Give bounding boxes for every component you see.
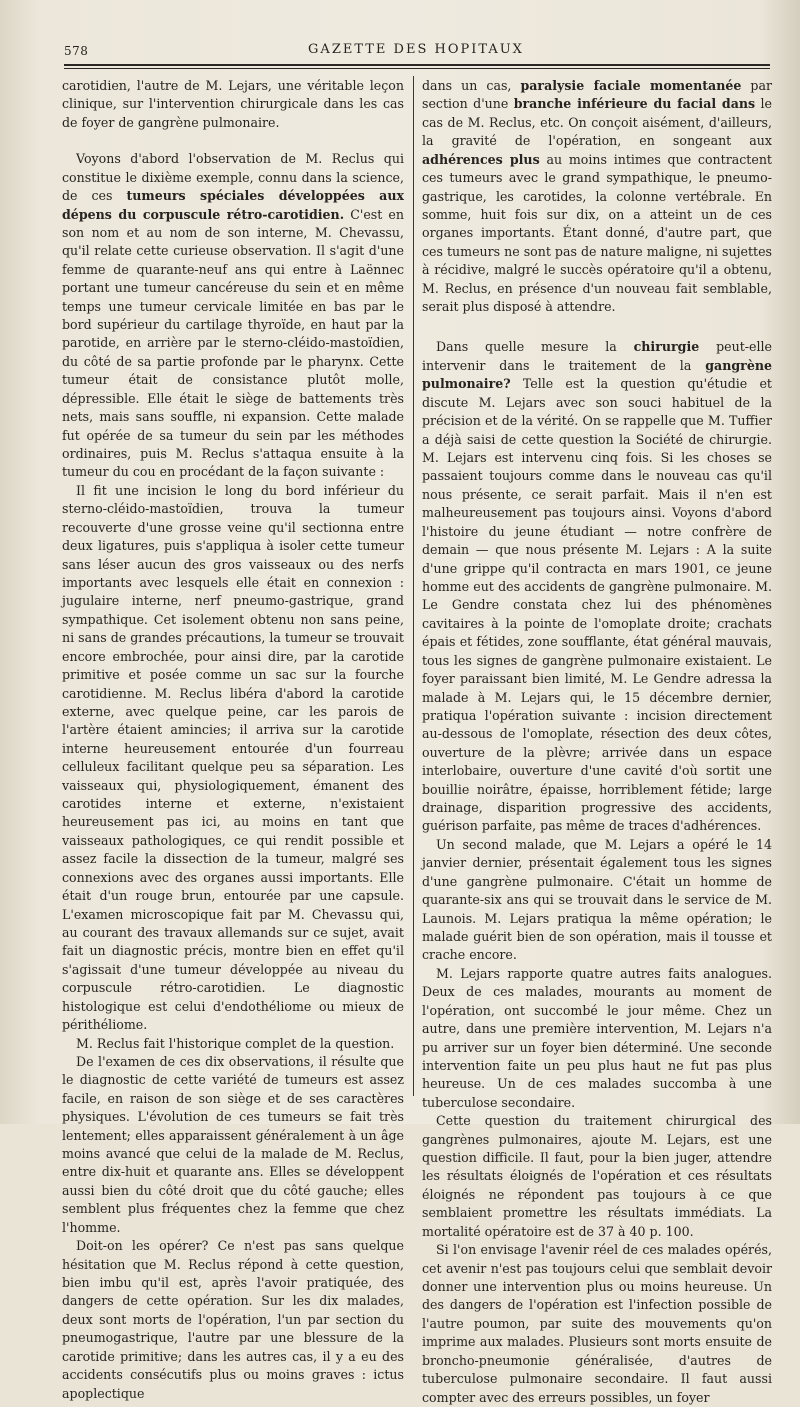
right-column bbox=[422, 77, 772, 1407]
paragraph: Un second malade, que M. Lejars a opéré le 14 janvier dernier, présentait également tous les signes d'une gangrène pulmonaire. C'était un homme de quarante-six ans qui se trouvait dans le service de M. Launois. M. Lejars pratiqua la même opération; le malade guérit bien de son opération, mais il tousse et crache encore. bbox=[422, 836, 772, 963]
paragraph: M. Lejars rapporte quatre autres faits analogues. Deux de ces malades, mourants au moment de l'opération, ont succombé le jour même. Chez un autre, dans une première intervention, M. Lejars n'a pu arriver sur un foyer bien déterminé. Une seconde intervention faite un peu plus haut ne fut pas plus heureuse. Un de ces malades succomba à une tuberculose secondaire. bbox=[422, 965, 772, 1110]
page-number: 578 bbox=[64, 44, 89, 58]
paragraph: Dans quelle mesure la chirurgie peut-elle intervenir dans le traitement de la gangrène pulmonaire? Telle est la question qu'étudie et discute M. Lejars avec son souci habituel de la précision et de la vérité. On se rappelle que M. Tuffier a déjà saisi de cette question la Société de chirurgie. M. Lejars est intervenu cinq fois. Si les choses se passaient toujours comme dans le nouveau cas qu'il nous présente, ce serait parfait. Mais il n'en est malheureusement pas toujours ainsi. Voyons d'abord l'histoire du jeune étudiant — notre confrère de demain — que nous présente M. Lejars : A la suite d'une grippe qu'il contracta en mars 1901, ce jeune homme eut des accidents de gangrène pulmonaire. M. Le Gendre constata chez lui des phénomènes cavitaires à la pointe de l'omoplate droite; crachats épais et fétides, zone soufflante, état général mauvais, tous les signes de gangrène pulmonaire existaient. Le foyer paraissant bien limité, M. Le Gendre adressa la malade à M. Lejars qui, le 15 décembre dernier, pratiqua l'opération suivante : incision directement au-dessous de l'omoplate, résection des deux côtes, ouverture de la plèvre; arrivée dans un espace interlobaire, ouverture d'une cavité d'où sortit une bouillie noirâtre, épaisse, horriblement fétide; large drainage, disparition progressive des accidents, guérison parfaite, pas même de traces d'adhérences. bbox=[422, 339, 772, 834]
column-divider bbox=[413, 76, 414, 1096]
paragraph: dans un cas, paralysie faciale momentanée par section d'une branche inférieure du facial dans le cas de M. Reclus, etc. On conçoit aisément, d'ailleurs, la gravité de l'opération, en songeant aux adhérences plus au moins intimes que contractent ces tumeurs avec le grand sympathique, le pneumo-gastrique, les carotides, la colonne vertébrale. En somme, huit fois sur dix, on a atteint un de ces organes importants. Étant donné, d'autre part, que ces tumeurs ne sont pas de nature maligne, ni sujettes à récidive, malgré le succès opératoire qu'il a obtenu, M. Reclus, en présence d'un nouveau fait semblable, serait plus disposé à attendre. bbox=[422, 78, 773, 315]
header-rule bbox=[64, 64, 770, 66]
paragraph: M. Reclus fait l'historique complet de la question. bbox=[76, 1035, 395, 1051]
paragraph: Il fit une incision le long du bord inférieur du sterno-cléido-mastoïdien, trouva la tumeur recouverte d'une grosse veine qu'il sectionna entre deux ligatures, puis s'appliqua à isoler cette tumeur sans léser aucun des gros vaisseaux ou des nerfs importants avec lesquels elle était en connexion : jugulaire interne, nerf pneumo-gastrique, grand sympathique. Cet isolement obtenu non sans peine, ni sans de grandes précautions, la tumeur se trouvait encore embrochée, pour ainsi dire, par la carotide primitive et posée comme un sac sur la fourche carotidienne. M. Reclus libéra d'abord la carotide externe, avec quelque peine, car les parois de l'artère étaient amincies; il arriva sur la carotide interne heureusement entourée d'un fourreau celluleux facilitant quelque peu sa séparation. Les vaisseaux qui, physiologiquement, émanent des carotides interne et externe, n'existaient heureusement pas ici, au moins en tant que vaisseaux pathologiques, ce qui rendit possible et assez facile la dissection de la tumeur, malgré ses connexions avec des organes aussi importants. Elle était d'un rouge brun, entourée par une capsule. L'examen microscopique fait par M. Chevassu qui, au courant des travaux allemands sur ce sujet, avait fait un diagnostic précis, montre bien en effet qu'il s'agissait d'une tumeur développée au niveau du corpuscule rétro-carotidien. Le diagnostic histologique est celui d'endothéliome ou mieux de périthéliome. bbox=[62, 482, 404, 1033]
paragraph: Si l'on envisage l'avenir réel de ces malades opérés, cet avenir n'est pas toujours celui que semblait devoir donner une intervention plus ou moins heureuse. Un des dangers de l'opération est l'infection possible de l'autre poumon, par suite des mouvements qu'on imprime aux malades. Plusieurs sont morts ensuite de broncho-pneumonie généralisée, d'autres de tuberculose pulmonaire secondaire. Il faut aussi compter avec des erreurs possibles, un foyer bbox=[422, 1242, 772, 1405]
paragraph: De l'examen de ces dix observations, il résulte que le diagnostic de cette variété de tumeurs est assez facile, en raison de son siège et de ses caractères physiques. L'évolution de ces tumeurs se fait très lentement; elles apparaissent généralement à un âge moins avancé que celui de la malade de M. Reclus, entre dix-huit et quarante ans. Elles se développent aussi bien du côté droit que du côté gauche; elles semblent plus fréquentes chez la femme que chez l'homme. bbox=[62, 1053, 404, 1235]
left-column bbox=[62, 77, 404, 1403]
page-header bbox=[60, 38, 772, 62]
journal-title: GAZETTE DES HOPITAUX bbox=[308, 42, 524, 57]
paragraph: carotidien, l'autre de M. Lejars, une véritable leçon clinique, sur l'intervention chirurgicale dans les cas de foyer de gangrène pulmonaire. bbox=[62, 78, 404, 130]
paragraph: Voyons d'abord l'observation de M. Reclus qui constitue le dixième exemple, connu dans la science, de ces tumeurs spéciales développées aux dépens du corpuscule rétro-carotidien. C'est en son nom et au nom de son interne, M. Chevassu, qu'il relate cette curieuse observation. Il s'agit d'une femme de quarante-neuf ans qui entre à Laënnec portant une tumeur cancéreuse du sein et en même temps une tumeur cervicale limitée en bas par le bord supérieur du cartilage thyroïde, en haut par la parotide, en arrière par le sterno-cléido-mastoïdien, du côté de sa partie profonde par le pharynx. Cette tumeur était de consistance plutôt molle, dépressible. Elle était le siège de battements très nets, mais sans souffle, ni expansion. Cette malade fut opérée de sa tumeur du sein par les méthodes ordinaires, puis M. Reclus s'attaqua ensuite à la tumeur du cou en procédant de la façon suivante : bbox=[62, 151, 404, 480]
paragraph: Doit-on les opérer? Ce n'est pas sans quelque hésitation que M. Reclus répond à cette question, bien imbu qu'il est, après l'avoir pratiquée, des dangers de cette opération. Sur les dix malades, deux sont morts de l'opération, l'un par section du pneumogastrique, l'autre par une blessure de la carotide primitive; dans les autres cas, il y a eu des accidents consécutifs plus ou moins graves : ictus apoplectique bbox=[62, 1238, 404, 1401]
paragraph: Cette question du traitement chirurgical des gangrènes pulmonaires, ajoute M. Lejars, est une question difficile. Il faut, pour la bien juger, attendre les résultats éloignés de l'opération et ces résultats éloignés ne répondent pas toujours à ce que semblaient promettre les résultats immédiats. La mortalité opératoire est de 37 à 40 p. 100. bbox=[422, 1113, 772, 1239]
header-rule-thin bbox=[64, 68, 770, 69]
